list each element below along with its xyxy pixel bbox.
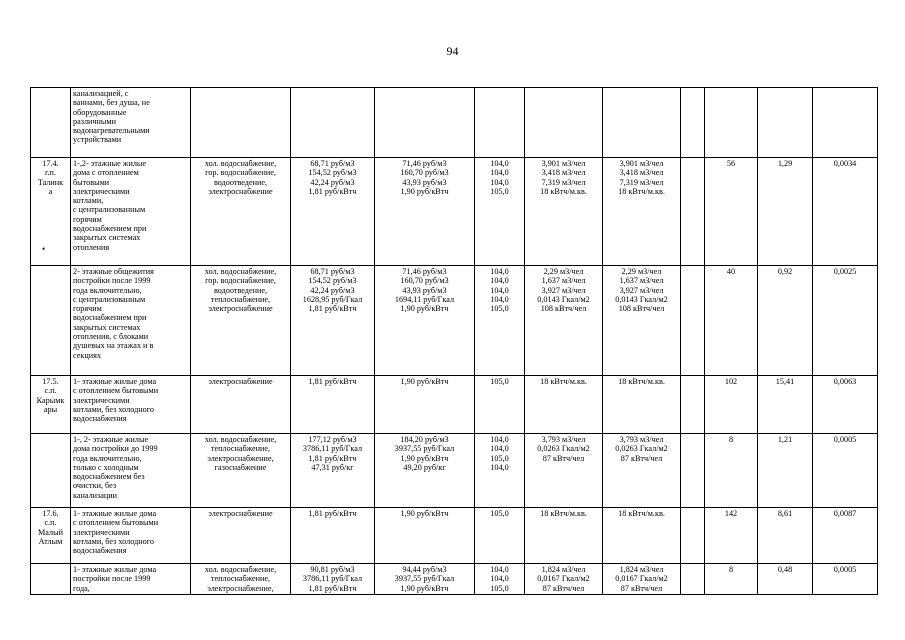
cell-n1 (681, 158, 705, 266)
cell-line: с централизованным (73, 205, 146, 215)
cell-tariff-old (291, 508, 375, 564)
cell-line: 160,70 руб/м3 (400, 276, 449, 286)
cell-line: 177,12 руб/м3 (308, 435, 357, 444)
cell-line: 104,0 (490, 294, 509, 304)
cell-line: 184,20 руб/м3 (400, 435, 449, 444)
cell-line: 87 кВтч/чел (620, 453, 663, 463)
cell-line: электроснабжение (208, 186, 273, 196)
cell-line: устройствами (73, 135, 122, 145)
cell-line: различными (73, 116, 116, 126)
cell-n4: 0,0063 (813, 376, 878, 434)
cell-norm-old (525, 88, 603, 158)
cell-line: теплоснабжение, (210, 574, 271, 584)
cell-line: с отоплением бытовыми (73, 386, 159, 396)
cell-no (31, 266, 71, 376)
cell-line: ары (43, 404, 58, 414)
cell-line: водоснабжением при (73, 313, 147, 323)
cell-line: канализации (73, 490, 118, 500)
cell-norm-new (603, 434, 681, 508)
cell-line: 105,0 (490, 186, 509, 196)
cell-norm-old (525, 376, 603, 434)
cell-desc (71, 564, 191, 595)
cell-line: Карымк (36, 395, 65, 405)
cell-services (191, 376, 291, 434)
cell-tariff-new (375, 508, 475, 564)
cell-n2: 142 (705, 508, 758, 564)
cell-line: 3,901 м3/чел (619, 159, 664, 168)
cell-line: 105,0 (490, 377, 509, 386)
cell-line: 154,52 руб/м3 (308, 276, 357, 286)
table-row (31, 88, 878, 158)
cell-norm-old (525, 266, 603, 376)
cell-line: 3,901 м3/чел (541, 159, 586, 168)
cell-line: 71,46 руб/м3 (402, 159, 447, 168)
cell-line: 3786,11 руб/Гкал (302, 574, 363, 584)
cell-line: 3,927 м3/чел (619, 285, 664, 295)
cell-index (475, 88, 525, 158)
cell-line: 1,90 руб/кВтч (400, 509, 449, 518)
cell-line: 1,81 руб/кВтч (308, 304, 357, 314)
cell-line: электроснабжение (208, 377, 273, 386)
cell-line: Атлым (38, 536, 63, 546)
cell-desc (71, 88, 191, 158)
cell-line: 42,24 руб/м3 (310, 177, 355, 187)
cell-services (191, 158, 291, 266)
cell-line: водоснабжением без (73, 472, 145, 482)
cell-line: отопления, с блоками (73, 332, 149, 342)
cell-line: 94,44 руб/м3 (402, 565, 447, 574)
cell-line: водонагревательными (73, 126, 150, 136)
cell-line: 1-,2- этажные жилые (73, 159, 147, 168)
cell-line: 49,20 руб/кг (403, 462, 446, 472)
cell-n3: 15,41 (758, 376, 813, 434)
cell-line: 104,0 (490, 159, 509, 168)
cell-line: 7,319 м3/чел (619, 177, 664, 187)
cell-line: 42,24 руб/м3 (310, 285, 355, 295)
cell-line: постройки после 1999 (73, 276, 151, 286)
cell-line: 1- этажные жилые дома (73, 509, 157, 518)
cell-line: 1,90 руб/кВтч (400, 377, 449, 386)
cell-line: только с холодным (73, 462, 139, 472)
cell-line: 1,81 руб/кВтч (308, 186, 357, 196)
cell-line: 3,927 м3/чел (541, 285, 586, 295)
cell-line: канализацией, с (73, 89, 129, 98)
cell-desc (71, 266, 191, 376)
cell-n2: 8 (705, 434, 758, 508)
cell-line: 160,70 руб/м3 (400, 168, 449, 178)
cell-no (31, 564, 71, 595)
cell-desc (71, 434, 191, 508)
cell-no (31, 376, 71, 434)
cell-line: 1-, 2- этажные жилые (73, 435, 149, 444)
cell-line: бытовыми (73, 177, 110, 187)
cell-services (191, 508, 291, 564)
cell-line: 104,0 (490, 276, 509, 286)
cell-line: водоснабжения (73, 546, 127, 556)
cell-line: 105,0 (490, 453, 509, 463)
cell-norm-new (603, 158, 681, 266)
cell-line: 68,71 руб/м3 (310, 159, 355, 168)
cell-line: 108 кВтч/чел (618, 304, 665, 314)
cell-n1 (681, 88, 705, 158)
cell-norm-new (603, 88, 681, 158)
cell-n3: 1,29 (758, 158, 813, 266)
cell-index (475, 508, 525, 564)
cell-index (475, 158, 525, 266)
cell-line: 104,0 (490, 444, 509, 454)
cell-services (191, 88, 291, 158)
cell-line: 71,46 руб/м3 (402, 267, 447, 276)
cell-line: Талинк (37, 177, 64, 187)
cell-line: теплоснабжение, (210, 294, 271, 304)
cell-line: 1,81 руб/кВтч (308, 509, 357, 518)
cell-line: электроснабжение, (207, 453, 274, 463)
cell-line: горячим (73, 304, 102, 314)
cell-line: 3,418 м3/чел (619, 168, 664, 178)
cell-line: газоснабжение (214, 462, 267, 472)
tariff-table (30, 87, 878, 595)
cell-line: котлами, (73, 196, 104, 206)
cell-norm-new (603, 508, 681, 564)
cell-line: 1- этажные жилые дома (73, 377, 157, 386)
cell-n3: 0,92 (758, 266, 813, 376)
cell-line: водоотведение, (213, 285, 268, 295)
cell-services (191, 564, 291, 595)
cell-line: дома с отоплением (73, 168, 139, 178)
cell-line: 1,81 руб/кВтч (308, 377, 357, 386)
margin-mark: • (42, 244, 46, 254)
cell-line: 1628,95 руб/Гкал (302, 294, 363, 304)
cell-n3: 1,21 (758, 434, 813, 508)
cell-n2: 56 (705, 158, 758, 266)
cell-line: года, (73, 583, 90, 593)
cell-tariff-old (291, 564, 375, 595)
cell-line: 0,0143 Гкал/м2 (615, 294, 668, 304)
cell-line: 0,0167 Гкал/м2 (615, 574, 668, 584)
cell-line: 154,52 руб/м3 (308, 168, 357, 178)
cell-line: 1,90 руб/кВтч (400, 583, 449, 593)
cell-line: котлами, без холодного (73, 536, 154, 546)
cell-line: 47,31 руб/кг (311, 462, 354, 472)
cell-line: хол. водоснабжение, (204, 267, 277, 276)
cell-line: 3937,55 руб/Гкал (394, 574, 455, 584)
cell-line: электрическими (73, 186, 130, 196)
cell-line: водоотведение, (213, 177, 268, 187)
cell-line: 1- этажные жилые дома (73, 565, 157, 574)
cell-tariff-old (291, 434, 375, 508)
cell-no (31, 88, 71, 158)
cell-line: 104,0 (490, 168, 509, 178)
cell-index (475, 376, 525, 434)
cell-line: 1,637 м3/чел (541, 276, 586, 286)
cell-tariff-new (375, 376, 475, 434)
cell-line: 104,0 (490, 565, 509, 574)
cell-no (31, 508, 71, 564)
cell-line: дома постройки до 1999 (73, 444, 158, 454)
cell-line: с отоплением бытовыми (73, 518, 159, 528)
cell-tariff-old (291, 88, 375, 158)
cell-line: 0,0167 Гкал/м2 (537, 574, 590, 584)
cell-line: 3,418 м3/чел (541, 168, 586, 178)
cell-line: года включительно, (73, 285, 142, 295)
cell-line: хол. водоснабжение, (204, 159, 277, 168)
table-row (31, 376, 878, 434)
cell-line: года включительно, (73, 453, 142, 463)
cell-line: ваннами, без душа, не (73, 98, 150, 108)
cell-line: 1,81 руб/кВтч (308, 583, 357, 593)
cell-line: закрытых системах (73, 322, 141, 332)
cell-line: очистки, без (73, 481, 117, 491)
cell-line: электрическими (73, 527, 130, 537)
cell-line: 1,637 м3/чел (619, 276, 664, 286)
cell-line: с.п. (44, 386, 57, 396)
cell-line: теплоснабжение, (210, 444, 271, 454)
cell-line: 3,793 м3/чел (541, 435, 586, 444)
cell-line: 104,0 (490, 435, 509, 444)
page-number: 94 (446, 44, 459, 58)
cell-line: 2,29 м3/чел (621, 267, 662, 276)
cell-line: водоснабжением при (73, 224, 147, 234)
cell-n4 (813, 88, 878, 158)
cell-line: 108 кВтч/чел (540, 304, 587, 314)
cell-line: 104,0 (490, 462, 509, 472)
cell-line: 3937,55 руб/Гкал (394, 444, 455, 454)
cell-norm-old (525, 564, 603, 595)
cell-n3: 0,48 (758, 564, 813, 595)
cell-norm-new (603, 564, 681, 595)
cell-line: 2,29 м3/чел (543, 267, 584, 276)
table-row (31, 564, 878, 595)
cell-tariff-new (375, 158, 475, 266)
cell-line: 0,0263 Гкал/м2 (615, 444, 668, 454)
cell-line: а (48, 186, 53, 196)
cell-n3: 8,61 (758, 508, 813, 564)
table-row (31, 434, 878, 508)
cell-tariff-old (291, 376, 375, 434)
cell-line: г.п. (45, 168, 56, 178)
cell-index (475, 564, 525, 595)
cell-line: закрытых системах (73, 233, 141, 243)
cell-line: 104,0 (490, 177, 509, 187)
cell-line: 1,90 руб/кВтч (400, 304, 449, 314)
cell-line: 1,81 руб/кВтч (308, 453, 357, 463)
cell-line: 104,0 (490, 267, 509, 276)
cell-n1 (681, 564, 705, 595)
cell-index (475, 266, 525, 376)
cell-n4: 0,0005 (813, 434, 878, 508)
cell-line: 1,90 руб/кВтч (400, 453, 449, 463)
cell-line: водоснабжения (73, 414, 127, 424)
cell-line: 3786,11 руб/Гкал (302, 444, 363, 454)
cell-line: 18 кВтч/м.кв. (618, 377, 665, 386)
cell-line: оборудованные (73, 107, 127, 117)
cell-line: 105,0 (490, 583, 509, 593)
cell-n4: 0,0087 (813, 508, 878, 564)
cell-n4: 0,0005 (813, 564, 878, 595)
cell-line: 43,93 руб/м3 (402, 177, 447, 187)
cell-line: 1,824 м3/чел (619, 565, 664, 574)
cell-line: 105,0 (490, 304, 509, 314)
cell-norm-new (603, 376, 681, 434)
cell-n1 (681, 376, 705, 434)
cell-line: душевых на этажах и в (73, 341, 154, 351)
cell-line: 1694,11 руб/Гкал (394, 294, 455, 304)
cell-n1 (681, 508, 705, 564)
cell-line: 90,81 руб/м3 (310, 565, 355, 574)
cell-tariff-new (375, 434, 475, 508)
cell-line: 1,824 м3/чел (541, 565, 586, 574)
table-row (31, 158, 878, 266)
cell-no (31, 434, 71, 508)
cell-tariff-old (291, 158, 375, 266)
cell-norm-old (525, 434, 603, 508)
cell-line: 17.4. (42, 159, 59, 168)
cell-n4: 0,0034 (813, 158, 878, 266)
cell-index (475, 434, 525, 508)
table-row (31, 508, 878, 564)
cell-line: 18 кВтч/м.кв. (618, 186, 665, 196)
cell-line: отопления (73, 242, 110, 252)
cell-line: хол. водоснабжение, (204, 435, 277, 444)
cell-norm-new (603, 266, 681, 376)
cell-n2 (705, 88, 758, 158)
cell-line: 18 кВтч/м.кв. (540, 377, 587, 386)
cell-line: 43,93 руб/м3 (402, 285, 447, 295)
cell-n1 (681, 266, 705, 376)
cell-norm-old (525, 158, 603, 266)
cell-line: хол. водоснабжение, (204, 565, 277, 574)
cell-line: 87 кВтч/чел (542, 453, 585, 463)
cell-n2: 8 (705, 564, 758, 595)
cell-line: постройки после 1999 (73, 574, 151, 584)
cell-tariff-old (291, 266, 375, 376)
cell-line: 1,90 руб/кВтч (400, 186, 449, 196)
cell-line: 7,319 м3/чел (541, 177, 586, 187)
cell-services (191, 266, 291, 376)
cell-line: 18 кВтч/м.кв. (618, 509, 665, 518)
cell-line: электроснабжение, (207, 583, 274, 593)
cell-line: котлами, без холодного (73, 404, 154, 414)
cell-line: 0,0143 Гкал/м2 (537, 294, 590, 304)
cell-norm-old (525, 508, 603, 564)
cell-tariff-new (375, 266, 475, 376)
cell-line: гор. водоснабжение, (205, 276, 276, 286)
cell-line: 3,793 м3/чел (619, 435, 664, 444)
cell-line: электроснабжение (208, 304, 273, 314)
cell-line: электрическими (73, 395, 130, 405)
cell-line: 87 кВтч/чел (542, 583, 585, 593)
cell-line: Малый (38, 527, 63, 537)
cell-tariff-new (375, 564, 475, 595)
cell-line: горячим (73, 214, 102, 224)
cell-n3 (758, 88, 813, 158)
cell-desc (71, 158, 191, 266)
cell-line: 0,0263 Гкал/м2 (537, 444, 590, 454)
cell-line: электроснабжение (208, 509, 273, 518)
cell-line: 17.6. (42, 509, 59, 518)
cell-services (191, 434, 291, 508)
cell-line: 104,0 (490, 574, 509, 584)
table-row (31, 266, 878, 376)
cell-line: 104,0 (490, 285, 509, 295)
cell-line: с централизованным (73, 294, 146, 304)
cell-tariff-new (375, 88, 475, 158)
cell-n1 (681, 434, 705, 508)
cell-line: 87 кВтч/чел (620, 583, 663, 593)
cell-n4: 0,0025 (813, 266, 878, 376)
cell-no (31, 158, 71, 266)
cell-line: 18 кВтч/м.кв. (540, 186, 587, 196)
cell-line: с.п. (44, 518, 57, 528)
cell-line: 68,71 руб/м3 (310, 267, 355, 276)
cell-line: 17.5. (42, 377, 59, 386)
cell-line: гор. водоснабжение, (205, 168, 276, 178)
cell-line: 18 кВтч/м.кв. (540, 509, 587, 518)
cell-desc (71, 508, 191, 564)
cell-line: 2- этажные общежития (73, 267, 154, 276)
cell-n2: 40 (705, 266, 758, 376)
cell-line: 105,0 (490, 509, 509, 518)
cell-n2: 102 (705, 376, 758, 434)
cell-line: секциях (73, 350, 101, 360)
cell-desc (71, 376, 191, 434)
